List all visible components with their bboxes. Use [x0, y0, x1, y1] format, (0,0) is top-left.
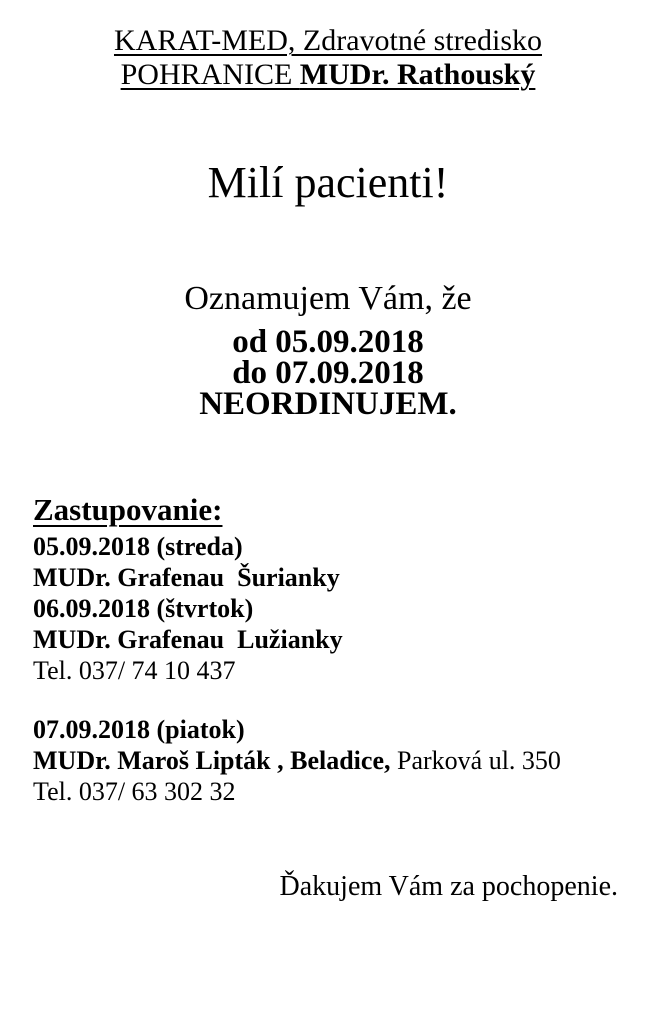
clinic-header-line2 [0, 58, 656, 92]
substitution-entry-3 [33, 714, 636, 807]
substitution-heading-label: Zastupovanie: [33, 492, 223, 527]
clinic-name: KARAT-MED, Zdravotné stredisko [113, 24, 542, 57]
clinic-location-and-doctor [121, 58, 536, 91]
substitution-entry-phone: Tel. 037/ 74 10 437 [33, 656, 236, 685]
substitution-entry-date: 05.09.2018 (streda) [33, 532, 243, 561]
clinic-location: POHRANICE [120, 58, 300, 91]
announcement-intro: Oznamujem Vám, že [184, 280, 472, 317]
substitution-entry-doctor-name: MUDr. Maroš Lipták , Beladice, [33, 746, 391, 775]
clinic-header-line1 [0, 24, 656, 58]
substitution-entry-date: 06.09.2018 (štvrtok) [33, 594, 254, 623]
substitution-entries-1-2 [33, 531, 636, 686]
announcement-dates [0, 324, 656, 422]
announcement-date-from: od 05.09.2018 [232, 324, 424, 360]
closing-thanks: Ďakujem Vám za pochopenie. [279, 871, 618, 902]
substitution-heading [33, 492, 636, 528]
announcement-date-to: do 07.09.2018 [232, 355, 424, 391]
substitution-entry-doctor [33, 745, 636, 776]
salutation: Milí pacienti! [207, 158, 449, 207]
substitution-entry-phone: Tel. 037/ 63 302 32 [33, 777, 236, 806]
substitution-entry-doctor: MUDr. Grafenau Šurianky [33, 563, 340, 592]
doctor-name: MUDr. Rathouský [299, 58, 536, 91]
substitution-entry-doctor: MUDr. Grafenau Lužianky [33, 625, 343, 654]
substitution-entry-date: 07.09.2018 (piatok) [33, 715, 245, 744]
substitution-entry-doctor-address: Parková ul. 350 [390, 746, 561, 775]
announcement-status: NEORDINUJEM. [199, 386, 457, 422]
